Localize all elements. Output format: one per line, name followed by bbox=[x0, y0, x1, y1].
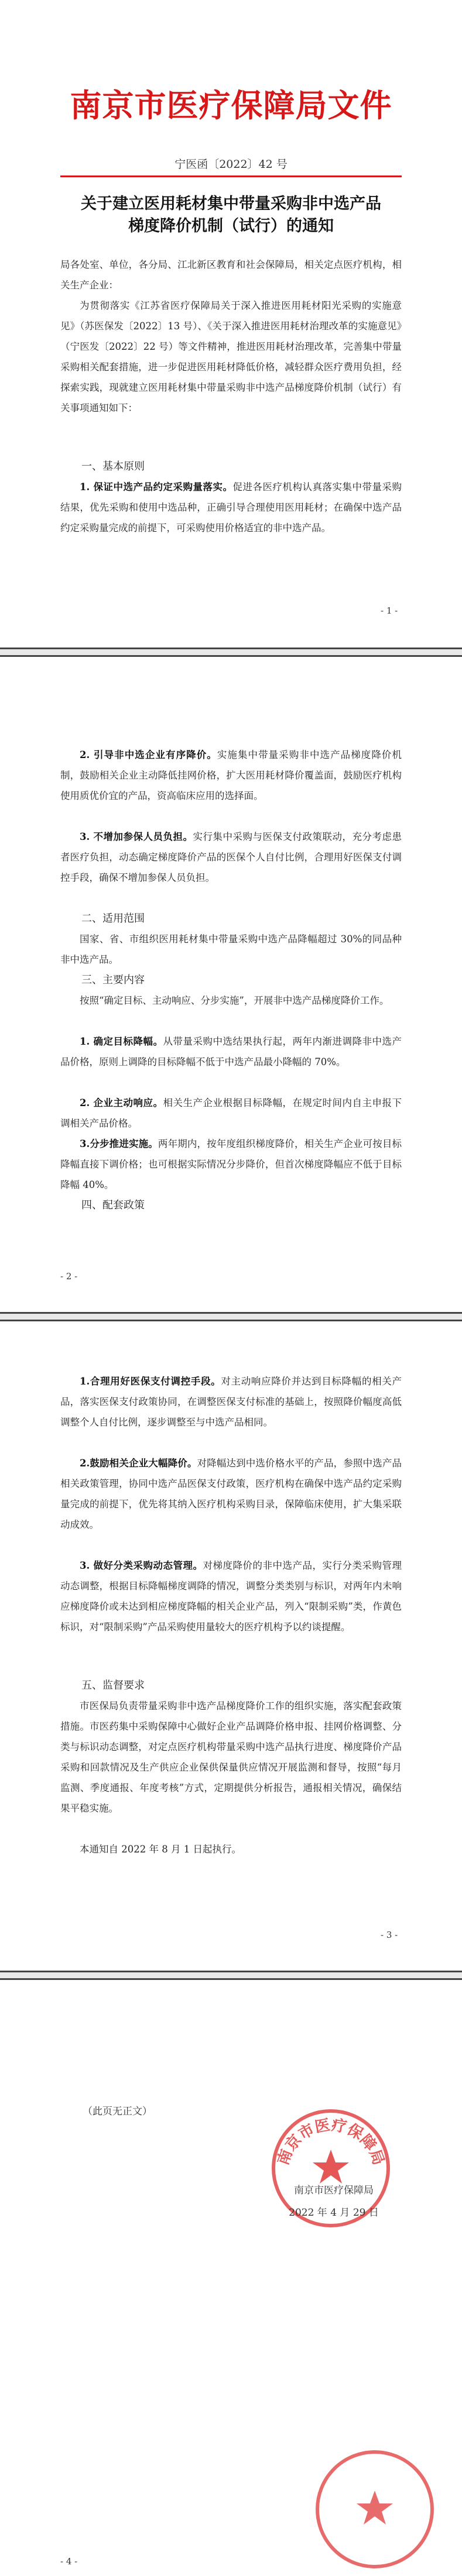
supervise-paragraph: 市医保局负责带量采购非中选产品梯度降价工作的组织实施，落实配套政策措施。市医药集中采购保障中心做好企业产品调降价格申报、挂网价格调整、分类与标识动态调整，对定点医疗机构带量采购中选产品执行进度、梯度降价产品采购和回款情况及生产供应企业保供保量供应情况开展监测和督导，按照“每月监测、季度通报、年度考核”方式，定期提供分析报告，通报相关情况，确保结果平稳实施。 bbox=[60, 1700, 402, 1814]
policy-1-text: 对主动响应降价并达到目标降幅的相关产品，落实医保支付政策协同，在调整医保支付标准的基础上，按照降价幅度高低调整个人自付比例，逐步调整至与中选产品相同。 bbox=[60, 1376, 402, 1428]
page-separator bbox=[0, 648, 462, 657]
principle-3-lead: 3. 不增加参保人员负担。 bbox=[80, 831, 193, 842]
policy-1-lead: 1.合理用好医保支付调控手段。 bbox=[80, 1376, 221, 1387]
signature-date: 2022 年 4 月 29 日 bbox=[289, 2207, 379, 2219]
principle-1 bbox=[60, 477, 402, 538]
content-item-2 bbox=[60, 1093, 402, 1134]
bleed-seal-fragment bbox=[310, 2445, 439, 2574]
section-heading-3: 三、主要内容 bbox=[81, 974, 145, 986]
signer-name: 南京市医疗保障局 bbox=[294, 2185, 374, 2196]
intro-paragraph: 为贯彻落实《江苏省医疗保障局关于深入推进医用耗材阳光采购的实施意见》（苏医保发〔2022〕13 号）、《关于深入推进医用耗材治理改革的实施意见》（宁医发〔2022〕22 号）等文件精神，推进医用耗材治理改革，完善集中带量采购相关配套措施，进一步促进医用耗材降低价格，减轻群众医疗费用负担，经探索实践，现就建立医用耗材集中带量采购非中选产品梯度降价机制（试行）有关事项通知如下： bbox=[60, 300, 402, 414]
principle-3 bbox=[60, 826, 402, 888]
content-item-3 bbox=[60, 1134, 402, 1195]
policy-2 bbox=[60, 1453, 402, 1535]
content-item-3-text: 两年期内，按年度组织梯度降价，相关生产企业可按目标降幅直接下调价格；也可根据实际情况分步降价，但首次梯度降幅应不低于目标降幅 40%。 bbox=[60, 1138, 402, 1190]
content-item-3-lead: 3.分步推进实施。 bbox=[80, 1138, 158, 1149]
page-separator bbox=[0, 1312, 462, 1321]
red-divider bbox=[60, 175, 402, 177]
page-2 bbox=[0, 657, 462, 1312]
page-number: - 3 - bbox=[381, 1930, 398, 1940]
doc-title-line2: 梯度降价机制（试行）的通知 bbox=[128, 217, 334, 235]
principle-2-lead: 2. 引导非中选企业有序降价。 bbox=[80, 749, 217, 760]
policy-3-text: 对梯度降价的非中选产品，实行分类采购管理动态调整，根据目标降幅梯度调降的情况，调整分类类别与标识，对两年内未响应梯度降价或未达到相应梯度降幅的相关企业产品，列入“限制采购”类，作黄色标识，对“限制采购”产品采购使用量较大的医疗机构予以约谈提醒。 bbox=[60, 1560, 402, 1633]
principle-1-text: 促进各医疗机构认真落实集中带量采购结果，优先采购和使用中选品种，正确引导合理使用医用耗材；在确保中选产品约定采购量完成的前提下，可采购使用价格适宜的非中选产品。 bbox=[60, 481, 402, 533]
page-1 bbox=[0, 0, 462, 648]
content-item-1-text: 从带量采购中选结果执行起，两年内渐进调降非中选产品价格，原则上调降的目标降幅不低于中选产品最小降幅的 70%。 bbox=[60, 1036, 402, 1067]
page-number: - 1 - bbox=[381, 605, 398, 616]
principle-3-text: 实行集中采购与医保支付政策联动，充分考虑患者医疗负担，动态确定梯度降价产品的医保个人自付比例，合理用好医保支付调控手段，确保不增加参保人员负担。 bbox=[60, 831, 402, 883]
section-heading-2: 二、适用范围 bbox=[81, 912, 145, 925]
principle-1-lead: 1. 保证中选产品约定采购量落实。 bbox=[80, 481, 233, 493]
doc-title-line1: 关于建立医用耗材集中带量采购非中选产品 bbox=[81, 195, 381, 213]
recipients: 局各处室、单位，各分局、江北新区教育和社会保障局，相关定点医疗机构，相关生产企业： bbox=[60, 259, 402, 291]
org-title: 南京市医疗保障局文件 bbox=[70, 87, 392, 124]
policy-1 bbox=[60, 1371, 402, 1432]
section-heading-1: 一、基本原则 bbox=[81, 460, 145, 473]
content-item-1-lead: 1. 确定目标降幅。 bbox=[80, 1036, 163, 1047]
no-text-note: （此页无正文） bbox=[83, 2106, 152, 2117]
page-number: - 4 - bbox=[60, 2556, 78, 2567]
page-separator bbox=[0, 1971, 462, 1980]
effective-date: 本通知自 2022 年 8 月 1 日起执行。 bbox=[80, 1844, 241, 1855]
doc-number: 宁医函〔2022〕42 号 bbox=[174, 158, 288, 171]
principle-2 bbox=[60, 745, 402, 806]
policy-3 bbox=[60, 1555, 402, 1637]
content-item-1 bbox=[60, 1031, 402, 1072]
policy-2-text: 对降幅达到中选价格水平的产品，参照中选产品相关政策管理，协同中选产品医保支付政策，医疗机构在确保中选产品约定采购量完成的前提下，优先将其纳入医疗机构采购目录，保障临床使用，扩大集采联动成效。 bbox=[60, 1458, 402, 1530]
doc-title bbox=[60, 193, 402, 237]
principle-2-text: 实施集中带量采购非中选产品梯度降价机制，鼓励相关企业主动降低挂网价格，扩大医用耗材降价覆盖面，鼓励医疗机构使用质优价宜的产品，资高临床应用的选择面。 bbox=[60, 749, 402, 801]
section-heading-4: 四、配套政策 bbox=[81, 1199, 145, 1211]
content-intro: 按照“确定目标、主动响应、分步实施”，开展非中选产品梯度降价工作。 bbox=[80, 995, 389, 1006]
policy-3-lead: 3. 做好分类采购动态管理。 bbox=[80, 1560, 203, 1571]
seal-text: 南京市医疗保障局 bbox=[274, 2116, 388, 2168]
page-number: - 2 - bbox=[60, 1271, 78, 1282]
policy-2-lead: 2.鼓励相关企业大幅降价。 bbox=[80, 1458, 197, 1469]
content-item-2-text: 相关生产企业根据目标降幅，在规定时间内自主申报下调相关产品价格。 bbox=[60, 1097, 402, 1129]
content-item-2-lead: 2. 企业主动响应。 bbox=[80, 1097, 163, 1108]
page-3 bbox=[0, 1321, 462, 1971]
scope-paragraph: 国家、省、市组织医用耗材集中带量采购中选产品降幅超过 30%的同品种非中选产品。 bbox=[60, 934, 402, 965]
section-heading-5: 五、监督要求 bbox=[81, 1679, 145, 1692]
